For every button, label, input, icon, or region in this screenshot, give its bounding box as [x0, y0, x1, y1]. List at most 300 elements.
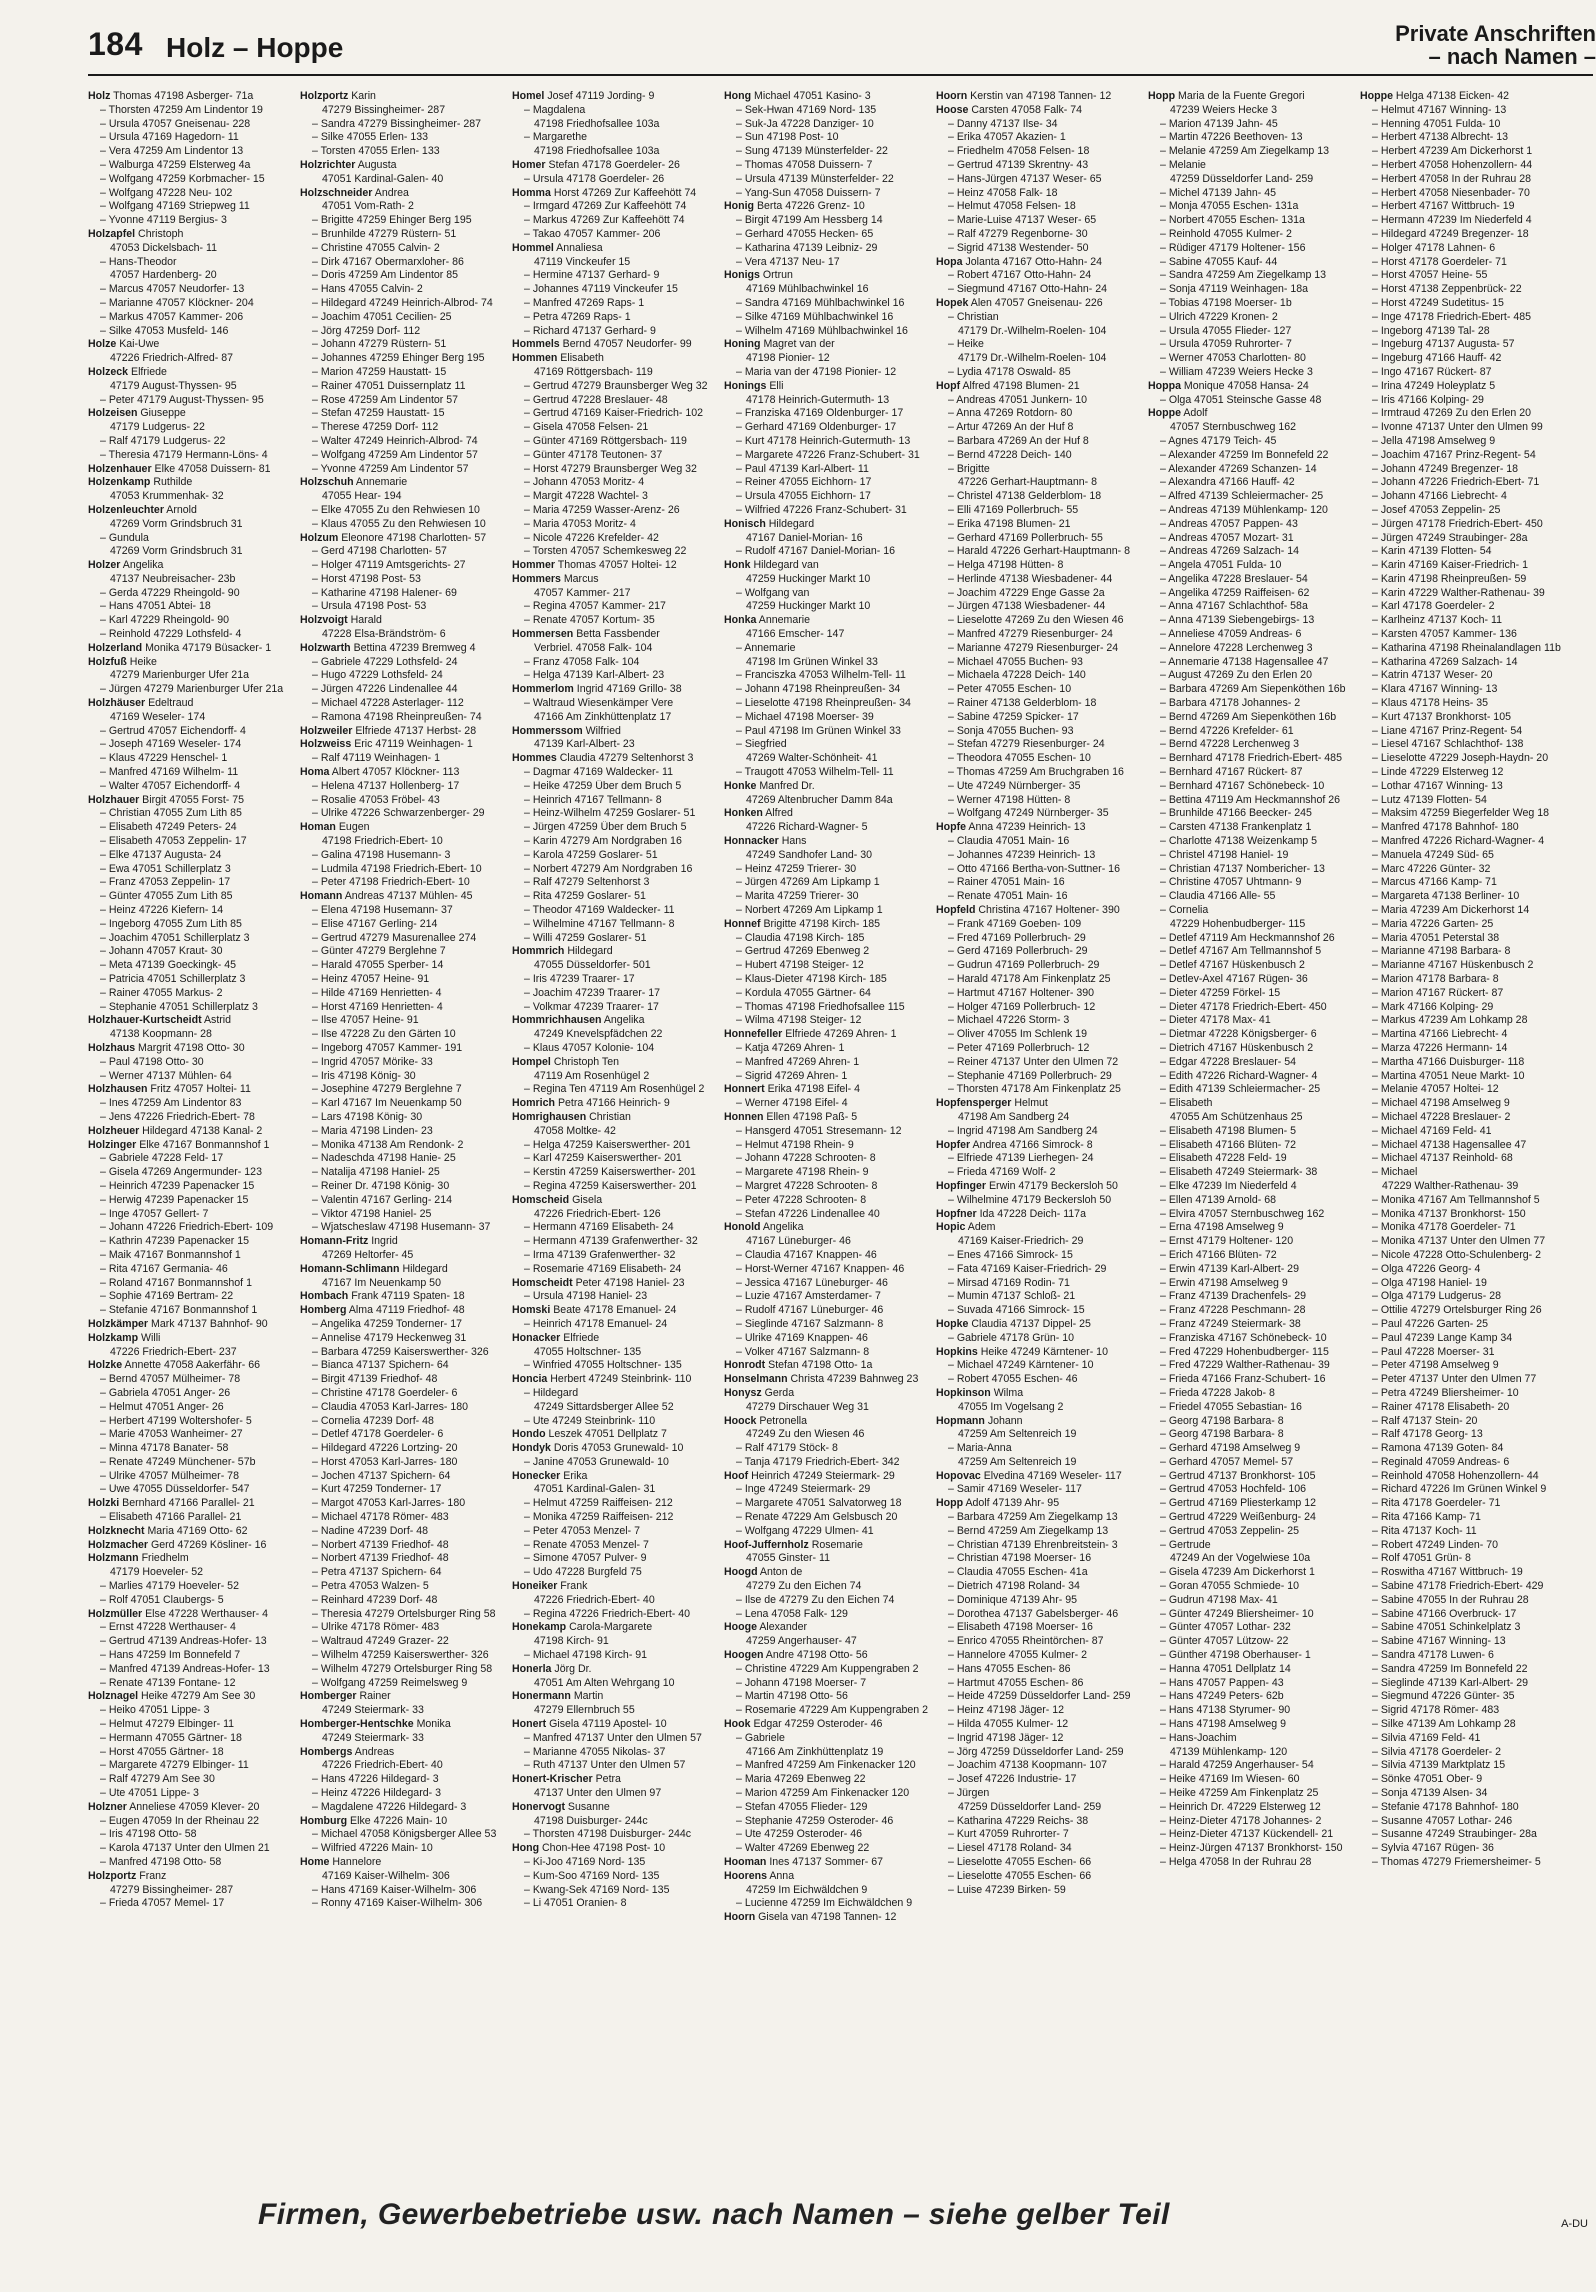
entry-details: – Herbert 47058 Hohenzollern- 44	[1372, 158, 1533, 171]
entry-details: – Anna 47139 Siebengebirgs- 13	[1160, 614, 1315, 627]
entry-details: – Paul 47198 Otto- 30	[100, 1055, 204, 1068]
entry-details: – Horst 47249 Sudetitus- 15	[1372, 296, 1504, 309]
directory-entry	[1148, 1828, 1356, 1842]
directory-entry	[88, 1152, 296, 1166]
entry-details: – Johann 47249 Bregenzer- 18	[1372, 462, 1519, 475]
entry-details: – Reiner 47055 Eichhorn- 17	[736, 476, 872, 489]
directory-entry	[936, 849, 1144, 863]
directory-entry	[300, 683, 508, 697]
directory-entry	[512, 890, 720, 904]
directory-entry	[300, 1773, 508, 1787]
entry-details: – Heinz 47226 Kiefern- 14	[100, 904, 224, 917]
directory-entry	[512, 1483, 720, 1497]
entry-details: – Ursula 47178 Goerdeler- 26	[524, 172, 665, 185]
entry-details: – Silke 47053 Musfeld- 146	[100, 324, 229, 337]
directory-entry	[1148, 311, 1356, 325]
directory-entry	[936, 476, 1144, 490]
directory-entry	[88, 1539, 296, 1553]
entry-details: – Werner 47053 Charlotten- 80	[1160, 352, 1306, 365]
directory-entry	[724, 587, 932, 601]
directory-entry	[724, 1552, 932, 1566]
directory-entry	[724, 573, 932, 587]
entry-details: – Helmut 47051 Anger- 26	[100, 1400, 224, 1413]
directory-entry	[300, 918, 508, 932]
entry-details: – Agnes 47179 Teich- 45	[1160, 434, 1277, 447]
directory-entry	[300, 1221, 508, 1235]
entry-details: – Norbert 47279 Am Nordgraben 16	[524, 862, 693, 875]
entry-details: – Sandra 47178 Luwen- 6	[1372, 1649, 1494, 1662]
entry-details: – Christine 47055 Calvin- 2	[312, 241, 440, 254]
directory-entry	[1360, 1070, 1568, 1084]
surname: Holzhauer	[88, 793, 140, 806]
directory-entry	[1360, 794, 1568, 808]
directory-entry	[936, 1456, 1144, 1470]
entry-details: Andreas 47137 Mühlen- 45	[344, 890, 473, 903]
directory-entry	[1360, 200, 1568, 214]
directory-entry	[936, 1415, 1144, 1429]
entry-details: – Theodora 47055 Eschen- 10	[948, 752, 1091, 765]
entry-details: 47169 Mühlbachwinkel 16	[746, 283, 869, 296]
directory-entry	[724, 1649, 932, 1663]
entry-details: 47269 Heltorfer- 45	[322, 1248, 414, 1261]
directory-entry	[1360, 228, 1568, 242]
entry-details: – Rose 47259 Am Lindentor 57	[312, 393, 459, 406]
directory-entry	[512, 145, 720, 159]
entry-details: 47137 Neubreisacher- 23b	[110, 572, 236, 585]
entry-details: – Ralf 47119 Weinhagen- 1	[312, 752, 440, 765]
surname: Hondyk	[512, 1442, 551, 1455]
directory-entry	[1360, 311, 1568, 325]
surname: Honisch	[724, 517, 766, 530]
entry-details: – Marianne 47198 Barbara- 8	[1372, 945, 1511, 958]
directory-entry	[300, 1497, 508, 1511]
entry-details: – Jessica 47167 Lüneburger- 46	[736, 1276, 888, 1289]
entry-details: Angelika	[603, 1014, 645, 1027]
directory-entry	[512, 918, 720, 932]
directory-entry	[724, 904, 932, 918]
entry-details: – Fred 47229 Hohenbudberger- 115	[1160, 1345, 1329, 1358]
directory-entry	[1148, 145, 1356, 159]
directory-entry	[724, 559, 932, 573]
directory-entry	[1360, 904, 1568, 918]
entry-details: – Vera 47137 Neu- 17	[736, 255, 840, 268]
directory-entry	[1360, 738, 1568, 752]
entry-details: – Gertrud 47053 Hochfeld- 106	[1160, 1483, 1307, 1496]
entry-details: 47198 Im Grünen Winkel 33	[746, 655, 878, 668]
entry-details: Edeltraud	[148, 697, 194, 710]
directory-entry	[88, 945, 296, 959]
directory-entry	[88, 628, 296, 642]
footer-note: Firmen, Gewerbebetriebe usw. nach Namen – siehe gelber Teil	[258, 2198, 1170, 2231]
surname: Homrich	[512, 1097, 555, 1110]
directory-entry	[936, 1677, 1144, 1691]
directory-entry	[936, 835, 1144, 849]
entry-details: – Bernhard 47167 Schönebeck- 10	[1160, 779, 1325, 792]
surname: Hommerssom	[512, 724, 583, 737]
directory-entry	[724, 1884, 932, 1898]
entry-details: – Katharine 47198 Halener- 69	[312, 586, 457, 599]
directory-entry	[1360, 669, 1568, 683]
directory-entry	[88, 587, 296, 601]
directory-entry	[88, 518, 296, 532]
entry-details: – Karin 47198 Rheinpreußen- 59	[1372, 572, 1527, 585]
directory-entry	[512, 1552, 720, 1566]
entry-details: – Linde 47229 Elsterweg 12	[1372, 766, 1504, 779]
entry-details: – Lieselotte 47269 Zu den Wiesen 46	[948, 614, 1124, 627]
entry-details: – Ralf 47179 Stöck- 8	[736, 1442, 838, 1455]
entry-details: – Elisabeth 47053 Zeppelin- 17	[100, 835, 247, 848]
entry-details: – Edith 47226 Richard-Wagner- 4	[1160, 1069, 1318, 1082]
entry-details: – Georg 47198 Barbara- 8	[1160, 1414, 1284, 1427]
entry-details: – Michael	[1372, 1166, 1418, 1179]
directory-entry	[512, 118, 720, 132]
directory-entry	[724, 214, 932, 228]
directory-entry	[1360, 807, 1568, 821]
directory-entry	[1148, 325, 1356, 339]
entry-details: – Joachim 47229 Enge Gasse 2a	[948, 586, 1105, 599]
entry-details: – Tobias 47198 Moerser- 1b	[1160, 296, 1292, 309]
directory-entry	[724, 1194, 932, 1208]
directory-entry	[724, 187, 932, 201]
section-title	[1395, 22, 1596, 68]
directory-entry	[300, 1014, 508, 1028]
entry-details: Franz	[139, 1869, 167, 1882]
directory-entry	[88, 1125, 296, 1139]
directory-entry	[724, 1373, 932, 1387]
entry-details: – Gertrud 47279 Masurenallee 274	[312, 931, 477, 944]
entry-details: 47279 Bissingheimer- 287	[322, 103, 446, 116]
directory-entry	[300, 200, 508, 214]
directory-entry	[936, 1152, 1144, 1166]
directory-entry	[88, 1566, 296, 1580]
entry-details: 47279 Dirschauer Weg 31	[746, 1400, 869, 1413]
directory-entry	[936, 1787, 1144, 1801]
entry-details: – Rita 47166 Kamp- 71	[1372, 1511, 1481, 1524]
directory-entry	[724, 1842, 932, 1856]
entry-details: – Annelise 47179 Heckenweg 31	[312, 1331, 467, 1344]
directory-entry	[512, 1525, 720, 1539]
directory-entry	[1148, 1415, 1356, 1429]
directory-entry	[1148, 1552, 1356, 1566]
entry-details: – Joseph 47169 Weseler- 174	[100, 738, 242, 751]
directory-entry	[936, 145, 1144, 159]
entry-details: – Gerhard 47198 Amselweg 9	[1160, 1442, 1301, 1455]
directory-entry	[300, 614, 508, 628]
entry-details: – Inge 47249 Steiermark- 29	[736, 1483, 871, 1496]
entry-details: Eric 47119 Weinhagen- 1	[354, 738, 473, 751]
entry-details: – Michaela 47228 Deich- 140	[948, 669, 1086, 682]
entry-details: – Helga 47198 Hütten- 8	[948, 559, 1064, 572]
directory-entry	[300, 352, 508, 366]
entry-details: – Patricia 47051 Schillerplatz 3	[100, 973, 246, 985]
directory-entry	[300, 932, 508, 946]
directory-entry	[300, 1511, 508, 1525]
entry-details: – Silke 47169 Mühlbachwinkel 16	[736, 310, 894, 323]
entry-details: – Melanie 47057 Holtei- 12	[1372, 1083, 1499, 1096]
entry-details: – Natalija 47198 Haniel- 25	[312, 1166, 440, 1179]
directory-entry	[300, 338, 508, 352]
entry-details: – Rolf 47051 Claubergs- 5	[100, 1593, 224, 1606]
directory-entry	[1360, 890, 1568, 904]
directory-entry	[1148, 1194, 1356, 1208]
directory-entry	[88, 159, 296, 173]
entry-details: – Paul 47239 Lange Kamp 34	[1372, 1331, 1513, 1344]
entry-details: 47169 Kaiser-Wilhelm- 306	[322, 1869, 450, 1882]
directory-entry	[1360, 1194, 1568, 1208]
directory-entry	[936, 1359, 1144, 1373]
directory-entry	[300, 1359, 508, 1373]
directory-entry	[1148, 90, 1356, 104]
directory-entry	[724, 325, 932, 339]
directory-entry	[724, 1621, 932, 1635]
directory-entry	[300, 1180, 508, 1194]
directory-entry	[88, 600, 296, 614]
directory-entry	[300, 90, 508, 104]
directory-entry	[936, 1180, 1144, 1194]
entry-details: – Wolfgang 47228 Neu- 102	[100, 186, 233, 199]
entry-details: – Mirsad 47169 Rodin- 71	[948, 1276, 1070, 1289]
entry-details: Beate 47178 Emanuel- 24	[553, 1304, 677, 1317]
entry-details: – Hilda 47055 Kulmer- 12	[948, 1718, 1069, 1731]
entry-details: – Ki-Joo 47169 Nord- 135	[524, 1856, 646, 1868]
entry-details: – Roswitha 47167 Wittbruch- 19	[1372, 1566, 1523, 1579]
entry-details: – Harald 47055 Sperber- 14	[312, 959, 444, 972]
entry-details: – Ulrike 47226 Schwarzenberger- 29	[312, 807, 485, 820]
directory-entry	[936, 1304, 1144, 1318]
directory-entry	[88, 1635, 296, 1649]
directory-entry	[300, 1483, 508, 1497]
directory-entry	[1360, 628, 1568, 642]
entry-details: 47198 Friedrich-Ebert- 10	[322, 835, 443, 848]
entry-details: 47169 Kaiser-Friedrich- 29	[958, 1235, 1084, 1248]
entry-details: Maria 47169 Otto- 62	[147, 1524, 248, 1537]
directory-entry	[724, 283, 932, 297]
entry-details: – Franz 47228 Peschmann- 28	[1160, 1304, 1306, 1317]
directory-entry	[936, 1166, 1144, 1180]
directory-entry	[936, 1580, 1144, 1594]
entry-details: – Gerd 47169 Pollerbruch- 29	[948, 945, 1088, 958]
directory-entry	[724, 1690, 932, 1704]
directory-entry	[936, 1884, 1144, 1898]
entry-details: – Olga 47179 Ludgerus- 28	[1372, 1290, 1501, 1303]
directory-entry	[1360, 863, 1568, 877]
entry-details: – Gerhard 47055 Hecken- 65	[736, 227, 874, 240]
directory-entry	[88, 752, 296, 766]
entry-details: – Angela 47051 Fulda- 10	[1160, 559, 1282, 572]
entry-details: – Claudia 47053 Karl-Jarres- 180	[312, 1400, 469, 1413]
directory-entry	[512, 1442, 720, 1456]
entry-details: Heinrich 47249 Steiermark- 29	[751, 1469, 895, 1482]
entry-details: – Monika 47137 Bronkhorst- 150	[1372, 1207, 1526, 1220]
entry-details: Gerd 47269 Kösliner- 16	[151, 1538, 267, 1551]
directory-entry	[88, 987, 296, 1001]
directory-entry	[1360, 366, 1568, 380]
directory-entry	[1360, 463, 1568, 477]
entry-details: – Ursula 47198 Post- 53	[312, 600, 427, 613]
directory-entry	[1148, 173, 1356, 187]
entry-details: – Susanne 47057 Lothar- 246	[1372, 1814, 1513, 1827]
entry-details: Hildegard	[402, 1262, 448, 1275]
directory-entry	[936, 421, 1144, 435]
surname: Home	[300, 1856, 330, 1868]
surname: Hong	[512, 1842, 540, 1855]
entry-details: – Heinz 47057 Heine- 91	[312, 973, 430, 985]
directory-entry	[724, 1277, 932, 1291]
entry-details: – Cornelia 47239 Dorf- 48	[312, 1414, 434, 1427]
entry-details: – Ewa 47051 Schillerplatz 3	[100, 862, 231, 875]
directory-entry	[724, 1152, 932, 1166]
entry-details: – Walburga 47259 Elsterweg 4a	[100, 158, 251, 171]
entry-details: – Ulrike 47178 Römer- 483	[312, 1621, 440, 1634]
entry-details: – Thorsten 47198 Duisburger- 244c	[524, 1828, 692, 1841]
directory-entry	[300, 1580, 508, 1594]
entry-details: 47249 Sandhofer Land- 30	[746, 848, 873, 861]
directory-entry	[724, 683, 932, 697]
directory-entry	[1360, 1235, 1568, 1249]
directory-entry	[1148, 1014, 1356, 1028]
directory-entry	[724, 725, 932, 739]
directory-entry	[1148, 932, 1356, 946]
entry-details: Angelika	[762, 1221, 804, 1234]
surname: Homan	[300, 821, 336, 834]
entry-details: – Birgit 47139 Friedhof- 48	[312, 1373, 438, 1386]
entry-details: 47198 Friedhofsallee 103a	[534, 117, 660, 130]
entry-details: – Regina 47259 Kaiserswerther- 201	[524, 1179, 697, 1192]
entry-details: – Kerstin 47259 Kaiserswerther- 201	[524, 1166, 696, 1179]
entry-details: – Nadeschda 47198 Hanie- 25	[312, 1152, 456, 1165]
entry-details: – Marcus 47057 Neudorfer- 13	[100, 283, 245, 296]
directory-entry	[724, 1539, 932, 1553]
entry-details: Elvedina 47169 Weseler- 117	[983, 1469, 1122, 1482]
directory-entry	[936, 90, 1144, 104]
directory-entry	[1360, 1470, 1568, 1484]
entry-details: – Katrin 47137 Weser- 20	[1372, 669, 1493, 682]
entry-details: – Ingrid 47198 Jäger- 12	[948, 1731, 1064, 1744]
surname: Holzkamp	[88, 1331, 139, 1344]
entry-details: – Elke 47137 Augusta- 24	[100, 848, 222, 861]
entry-details: – Maria 47053 Moritz- 4	[524, 517, 636, 530]
directory-entry	[512, 1277, 720, 1291]
surname: Honert	[512, 1718, 547, 1731]
directory-entry	[88, 380, 296, 394]
entry-details: – Heinz-Dieter 47178 Johannes- 2	[1160, 1814, 1322, 1827]
entry-details: – Silvia 47178 Goerdeler- 2	[1372, 1745, 1501, 1758]
entry-details: – Brunhilde 47279 Rüstern- 51	[312, 227, 457, 240]
directory-entry	[512, 683, 720, 697]
entry-details: – Hugo 47229 Lothsfeld- 24	[312, 669, 443, 682]
directory-entry	[936, 1759, 1144, 1773]
entry-details: Thomas 47198 Asberger- 71a	[113, 90, 254, 102]
entry-details: – Birgit 47199 Am Hessberg 14	[736, 214, 883, 227]
directory-entry	[1148, 1401, 1356, 1415]
directory-entry	[1360, 1787, 1568, 1801]
directory-entry	[1148, 1359, 1356, 1373]
directory-entry	[1360, 1649, 1568, 1663]
entry-details: – Detlef 47167 Hüskenbusch 2	[1160, 959, 1305, 972]
entry-details: – Sabine 47259 Spicker- 17	[948, 710, 1079, 723]
directory-entry	[1360, 518, 1568, 532]
directory-entry	[1148, 876, 1356, 890]
directory-entry	[88, 490, 296, 504]
entry-details: Michael 47051 Kasino- 3	[754, 90, 871, 102]
directory-entry	[88, 1097, 296, 1111]
entry-details: – Kurt 47137 Bronkhorst- 105	[1372, 710, 1511, 723]
directory-entry	[1148, 1180, 1356, 1194]
directory-entry	[300, 214, 508, 228]
entry-details: – Margareta 47138 Berliner- 10	[1372, 890, 1520, 903]
entry-details: – Jürgen	[948, 1787, 990, 1800]
directory-entry	[1360, 1746, 1568, 1760]
directory-entry	[936, 325, 1144, 339]
directory-entry	[936, 490, 1144, 504]
directory-entry	[1148, 1663, 1356, 1677]
entry-details: – Andreas 47057 Mozart- 31	[1160, 531, 1294, 544]
entry-details: Stefan 47198 Otto- 1a	[768, 1359, 873, 1372]
entry-details: – Elisabeth 47166 Blüten- 72	[1160, 1138, 1297, 1151]
entry-details: 47055 Holtschner- 135	[534, 1345, 642, 1358]
directory-entry	[936, 311, 1144, 325]
directory-entry	[300, 1387, 508, 1401]
directory-entry	[936, 1249, 1144, 1263]
entry-details: Willi	[141, 1331, 161, 1344]
directory-entry	[724, 1746, 932, 1760]
entry-details: – Volker 47167 Salzmann- 8	[736, 1345, 870, 1358]
entry-details: – Erna 47198 Amselweg 9	[1160, 1221, 1284, 1234]
surname: Honings	[724, 379, 767, 392]
directory-entry	[512, 311, 720, 325]
directory-entry	[512, 669, 720, 683]
entry-details: Josef 47119 Jording- 9	[547, 90, 655, 102]
directory-entry	[88, 711, 296, 725]
directory-entry	[724, 1387, 932, 1401]
directory-entry	[1360, 1332, 1568, 1346]
entry-details: – Ursula 47059 Ruhrorter- 7	[1160, 338, 1292, 351]
entry-details: – Heike 47169 Im Wiesen- 60	[1160, 1773, 1300, 1786]
directory-entry	[512, 628, 720, 642]
directory-entry	[512, 959, 720, 973]
directory-entry	[724, 1759, 932, 1773]
directory-entry	[936, 600, 1144, 614]
surname: Hopfeld	[936, 904, 976, 917]
entry-details: – Ramona 47198 Rheinpreußen- 74	[312, 710, 482, 723]
entry-details: – Manfred 47279 Riesenburger- 24	[948, 628, 1113, 641]
directory-entry	[936, 104, 1144, 118]
entry-details: Margrit 47198 Otto- 30	[138, 1041, 245, 1054]
entry-details: – Herbert 47138 Albrecht- 13	[1372, 131, 1509, 144]
entry-details: – Marianne 47279 Riesenburger- 24	[948, 641, 1119, 654]
directory-entry	[88, 297, 296, 311]
directory-entry	[300, 1704, 508, 1718]
entry-details: 47179 Hoeveler- 52	[110, 1566, 204, 1579]
entry-details: – Klaus 47057 Kolonie- 104	[524, 1041, 655, 1054]
entry-details: – Irma 47139 Grafenwerther- 32	[524, 1248, 676, 1261]
entry-details: – Ines 47259 Am Lindentor 83	[100, 1097, 242, 1110]
directory-entry	[936, 1663, 1144, 1677]
entry-details: Elli	[769, 379, 784, 392]
directory-entry	[724, 1428, 932, 1442]
entry-details: – Magdalene 47226 Hildegard- 3	[312, 1800, 467, 1813]
directory-entry	[300, 1677, 508, 1691]
entry-details: – Manfred 47226 Richard-Wagner- 4	[1372, 835, 1545, 848]
directory-entry	[724, 476, 932, 490]
directory-entry	[300, 476, 508, 490]
surname: Holzschuh	[300, 476, 354, 489]
directory-entry	[512, 214, 720, 228]
directory-entry	[88, 118, 296, 132]
entry-details: – Stefan 47055 Flieder- 129	[736, 1800, 868, 1813]
directory-entry	[724, 104, 932, 118]
directory-entry	[1148, 1815, 1356, 1829]
